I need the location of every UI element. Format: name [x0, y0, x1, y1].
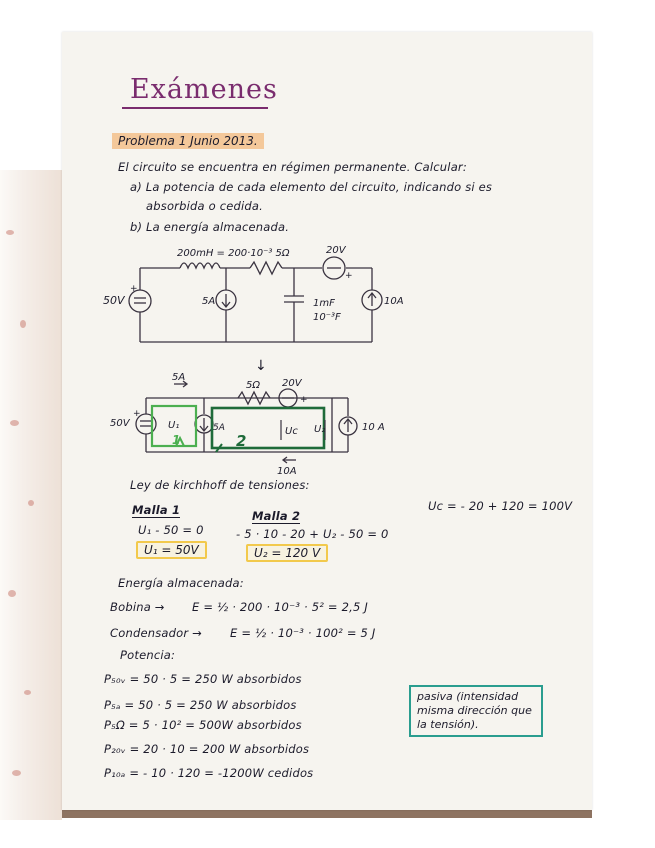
- arrow-down: ↓: [255, 358, 267, 374]
- statement-item-a-line2: absorbida o cedida.: [146, 199, 263, 213]
- mesh-1-number: 1: [172, 433, 181, 447]
- label-10a-bottom: 10A: [277, 466, 297, 477]
- plus-sign-top: +: [345, 271, 353, 281]
- page-title: Exámenes: [130, 74, 278, 105]
- bobina-label: Bobina →: [110, 600, 165, 614]
- voltage-source-top-label: 20V: [326, 245, 346, 256]
- malla-1-equation: U₁ - 50 = 0: [138, 523, 204, 537]
- plus-sign-left: +: [130, 284, 138, 294]
- label-50v: 50V: [110, 418, 130, 429]
- condensador-equation: E = ½ · 10⁻³ · 100² = 5 J: [230, 626, 376, 640]
- statement-item-a-line1: a) La potencia de cada elemento del circuito, indicando si es: [130, 180, 493, 194]
- statement-intro: El circuito se encuentra en régimen permanente. Calcular:: [118, 160, 467, 174]
- condensador-label: Condensador →: [110, 626, 203, 640]
- current-source-5a-label: 5A: [202, 296, 216, 307]
- malla-1-heading: Malla 1: [132, 503, 181, 517]
- current-source-10a-label: 10A: [384, 296, 404, 307]
- label-uc: Uc: [285, 426, 298, 437]
- plus-50v: +: [133, 409, 141, 419]
- plus-20v: +: [300, 395, 308, 405]
- uc-result: Uc = - 20 + 120 = 100V: [428, 499, 573, 513]
- mesh-2-number: 2: [236, 432, 247, 450]
- malla-2-equation: - 5 · 10 - 20 + U₂ - 50 = 0: [236, 527, 389, 541]
- power-line-20v: P₂₀ᵥ = 20 · 10 = 200 W absorbidos: [104, 742, 310, 756]
- label-20v: 20V: [282, 378, 302, 389]
- power-line-5ohm: P₅Ω = 5 · 10² = 500W absorbidos: [104, 718, 302, 732]
- power-heading: Potencia:: [120, 648, 176, 662]
- label-10a-right: 10 A: [362, 422, 385, 433]
- problem-header: Problema 1 Junio 2013.: [112, 133, 264, 149]
- voltage-source-left-label: 50V: [103, 294, 125, 307]
- kirchhoff-heading: Ley de kirchhoff de tensiones:: [130, 478, 310, 492]
- mesh-2-loop: [212, 408, 324, 448]
- energy-heading: Energía almacenada:: [118, 576, 244, 590]
- label-5a-top: 5A: [172, 372, 186, 383]
- bobina-equation: E = ½ · 200 · 10⁻³ · 5² = 2,5 J: [192, 600, 368, 614]
- label-u1: U₁: [168, 420, 180, 431]
- label-5-ohm: 5Ω: [246, 380, 261, 391]
- inductor-label: 200mH = 200·10⁻³ 5Ω: [177, 248, 290, 259]
- malla-2-result: U₂ = 120 V: [246, 544, 328, 562]
- malla-2-heading: Malla 2: [252, 509, 301, 523]
- malla-1-result: U₁ = 50V: [136, 541, 207, 559]
- label-5a-branch: 5A: [213, 423, 225, 433]
- power-line-5a: P₅ₐ = 50 · 5 = 250 W absorbidos: [104, 698, 297, 712]
- power-line-50v: P₅₀ᵥ = 50 · 5 = 250 W absorbidos: [104, 672, 302, 686]
- note-box: pasiva (intensidad misma dirección que la tensión).: [409, 685, 543, 737]
- power-line-10a: P₁₀ₐ = - 10 · 120 = -1200W cedidos: [104, 766, 314, 780]
- statement-item-b: b) La energía almacenada.: [130, 220, 290, 234]
- label-u2: U₂: [314, 424, 326, 435]
- capacitor-label-1: 1mF: [313, 298, 335, 309]
- capacitor-label-2: 10⁻³F: [313, 312, 341, 323]
